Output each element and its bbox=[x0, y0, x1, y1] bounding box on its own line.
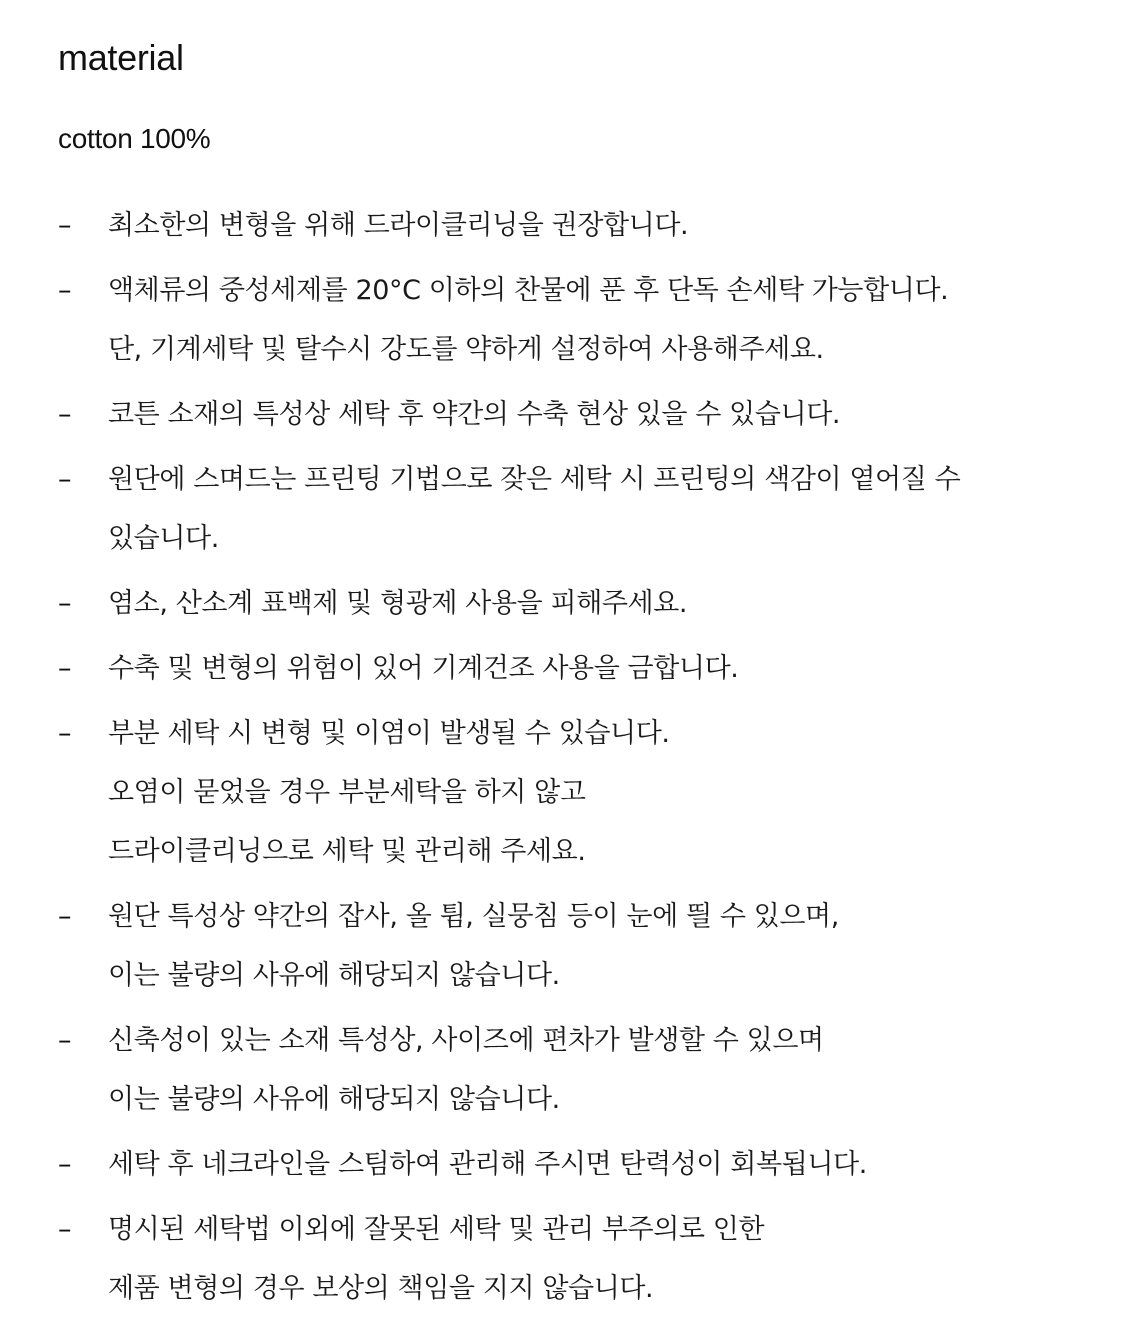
care-item-line: 오염이 묻었을 경우 부분세탁을 하지 않고 bbox=[108, 777, 586, 808]
care-instructions-list bbox=[58, 196, 1078, 1318]
dash-bullet-icon: – bbox=[58, 1149, 72, 1180]
care-item bbox=[58, 887, 1078, 1005]
care-item-text bbox=[108, 704, 1078, 881]
dash-bullet-icon: – bbox=[58, 210, 72, 241]
care-item-text bbox=[108, 887, 1078, 1005]
care-item bbox=[58, 1200, 1078, 1318]
care-item-text bbox=[108, 385, 1078, 444]
dash-bullet-icon: – bbox=[58, 1025, 72, 1056]
dash-bullet-icon: – bbox=[58, 399, 72, 430]
care-item bbox=[58, 1011, 1078, 1129]
care-item-line: 염소, 산소계 표백제 및 형광제 사용을 피해주세요. bbox=[108, 588, 688, 619]
dash-bullet-icon: – bbox=[58, 718, 72, 749]
care-item-line: 있습니다. bbox=[108, 523, 219, 554]
care-item-line: 부분 세탁 시 변형 및 이염이 발생될 수 있습니다. bbox=[108, 718, 670, 749]
care-item bbox=[58, 450, 1078, 568]
care-item-line: 신축성이 있는 소재 특성상, 사이즈에 편차가 발생할 수 있으며 bbox=[108, 1025, 824, 1056]
care-item-line: 이는 불량의 사유에 해당되지 않습니다. bbox=[108, 1084, 560, 1115]
dash-bullet-icon: – bbox=[58, 901, 72, 932]
material-heading: material bbox=[58, 37, 184, 78]
care-item-line: 제품 변형의 경우 보상의 책임을 지지 않습니다. bbox=[108, 1273, 654, 1304]
care-item-line: 세탁 후 네크라인을 스팀하여 관리해 주시면 탄력성이 회복됩니다. bbox=[108, 1149, 867, 1180]
care-item bbox=[58, 574, 1078, 633]
care-item bbox=[58, 261, 1078, 379]
care-item-line: 이는 불량의 사유에 해당되지 않습니다. bbox=[108, 960, 560, 991]
care-item-line: 드라이클리닝으로 세탁 및 관리해 주세요. bbox=[108, 836, 586, 867]
care-item-line: 원단에 스며드는 프린팅 기법으로 잦은 세탁 시 프린팅의 색감이 옅어질 수 bbox=[108, 464, 961, 495]
care-item-line: 최소한의 변형을 위해 드라이클리닝을 권장합니다. bbox=[108, 210, 689, 241]
care-item-line: 단, 기계세탁 및 탈수시 강도를 약하게 설정하여 사용해주세요. bbox=[108, 334, 824, 365]
care-item-line: 코튼 소재의 특성상 세탁 후 약간의 수축 현상 있을 수 있습니다. bbox=[108, 399, 841, 430]
care-item-text bbox=[108, 639, 1078, 698]
dash-bullet-icon: – bbox=[58, 464, 72, 495]
dash-bullet-icon: – bbox=[58, 1214, 72, 1245]
care-item-text bbox=[108, 1135, 1078, 1194]
dash-bullet-icon: – bbox=[58, 653, 72, 684]
care-item bbox=[58, 385, 1078, 444]
care-item-line: 액체류의 중성세제를 20°C 이하의 찬물에 푼 후 단독 손세탁 가능합니다. bbox=[108, 275, 949, 306]
care-item-text bbox=[108, 1011, 1078, 1129]
care-item-text bbox=[108, 261, 1078, 379]
care-item bbox=[58, 1135, 1078, 1194]
care-item bbox=[58, 196, 1078, 255]
care-item-text bbox=[108, 1200, 1078, 1318]
care-item-line: 원단 특성상 약간의 잡사, 올 튐, 실뭉침 등이 눈에 띌 수 있으며, bbox=[108, 901, 839, 932]
care-item-line: 명시된 세탁법 이외에 잘못된 세탁 및 관리 부주의로 인한 bbox=[108, 1214, 765, 1245]
dash-bullet-icon: – bbox=[58, 275, 72, 306]
material-composition: cotton 100% bbox=[58, 123, 211, 154]
care-item bbox=[58, 639, 1078, 698]
care-item-text bbox=[108, 196, 1078, 255]
care-item bbox=[58, 704, 1078, 881]
care-item-text bbox=[108, 574, 1078, 633]
care-item-line: 수축 및 변형의 위험이 있어 기계건조 사용을 금합니다. bbox=[108, 653, 739, 684]
dash-bullet-icon: – bbox=[58, 588, 72, 619]
care-item-text bbox=[108, 450, 1078, 568]
